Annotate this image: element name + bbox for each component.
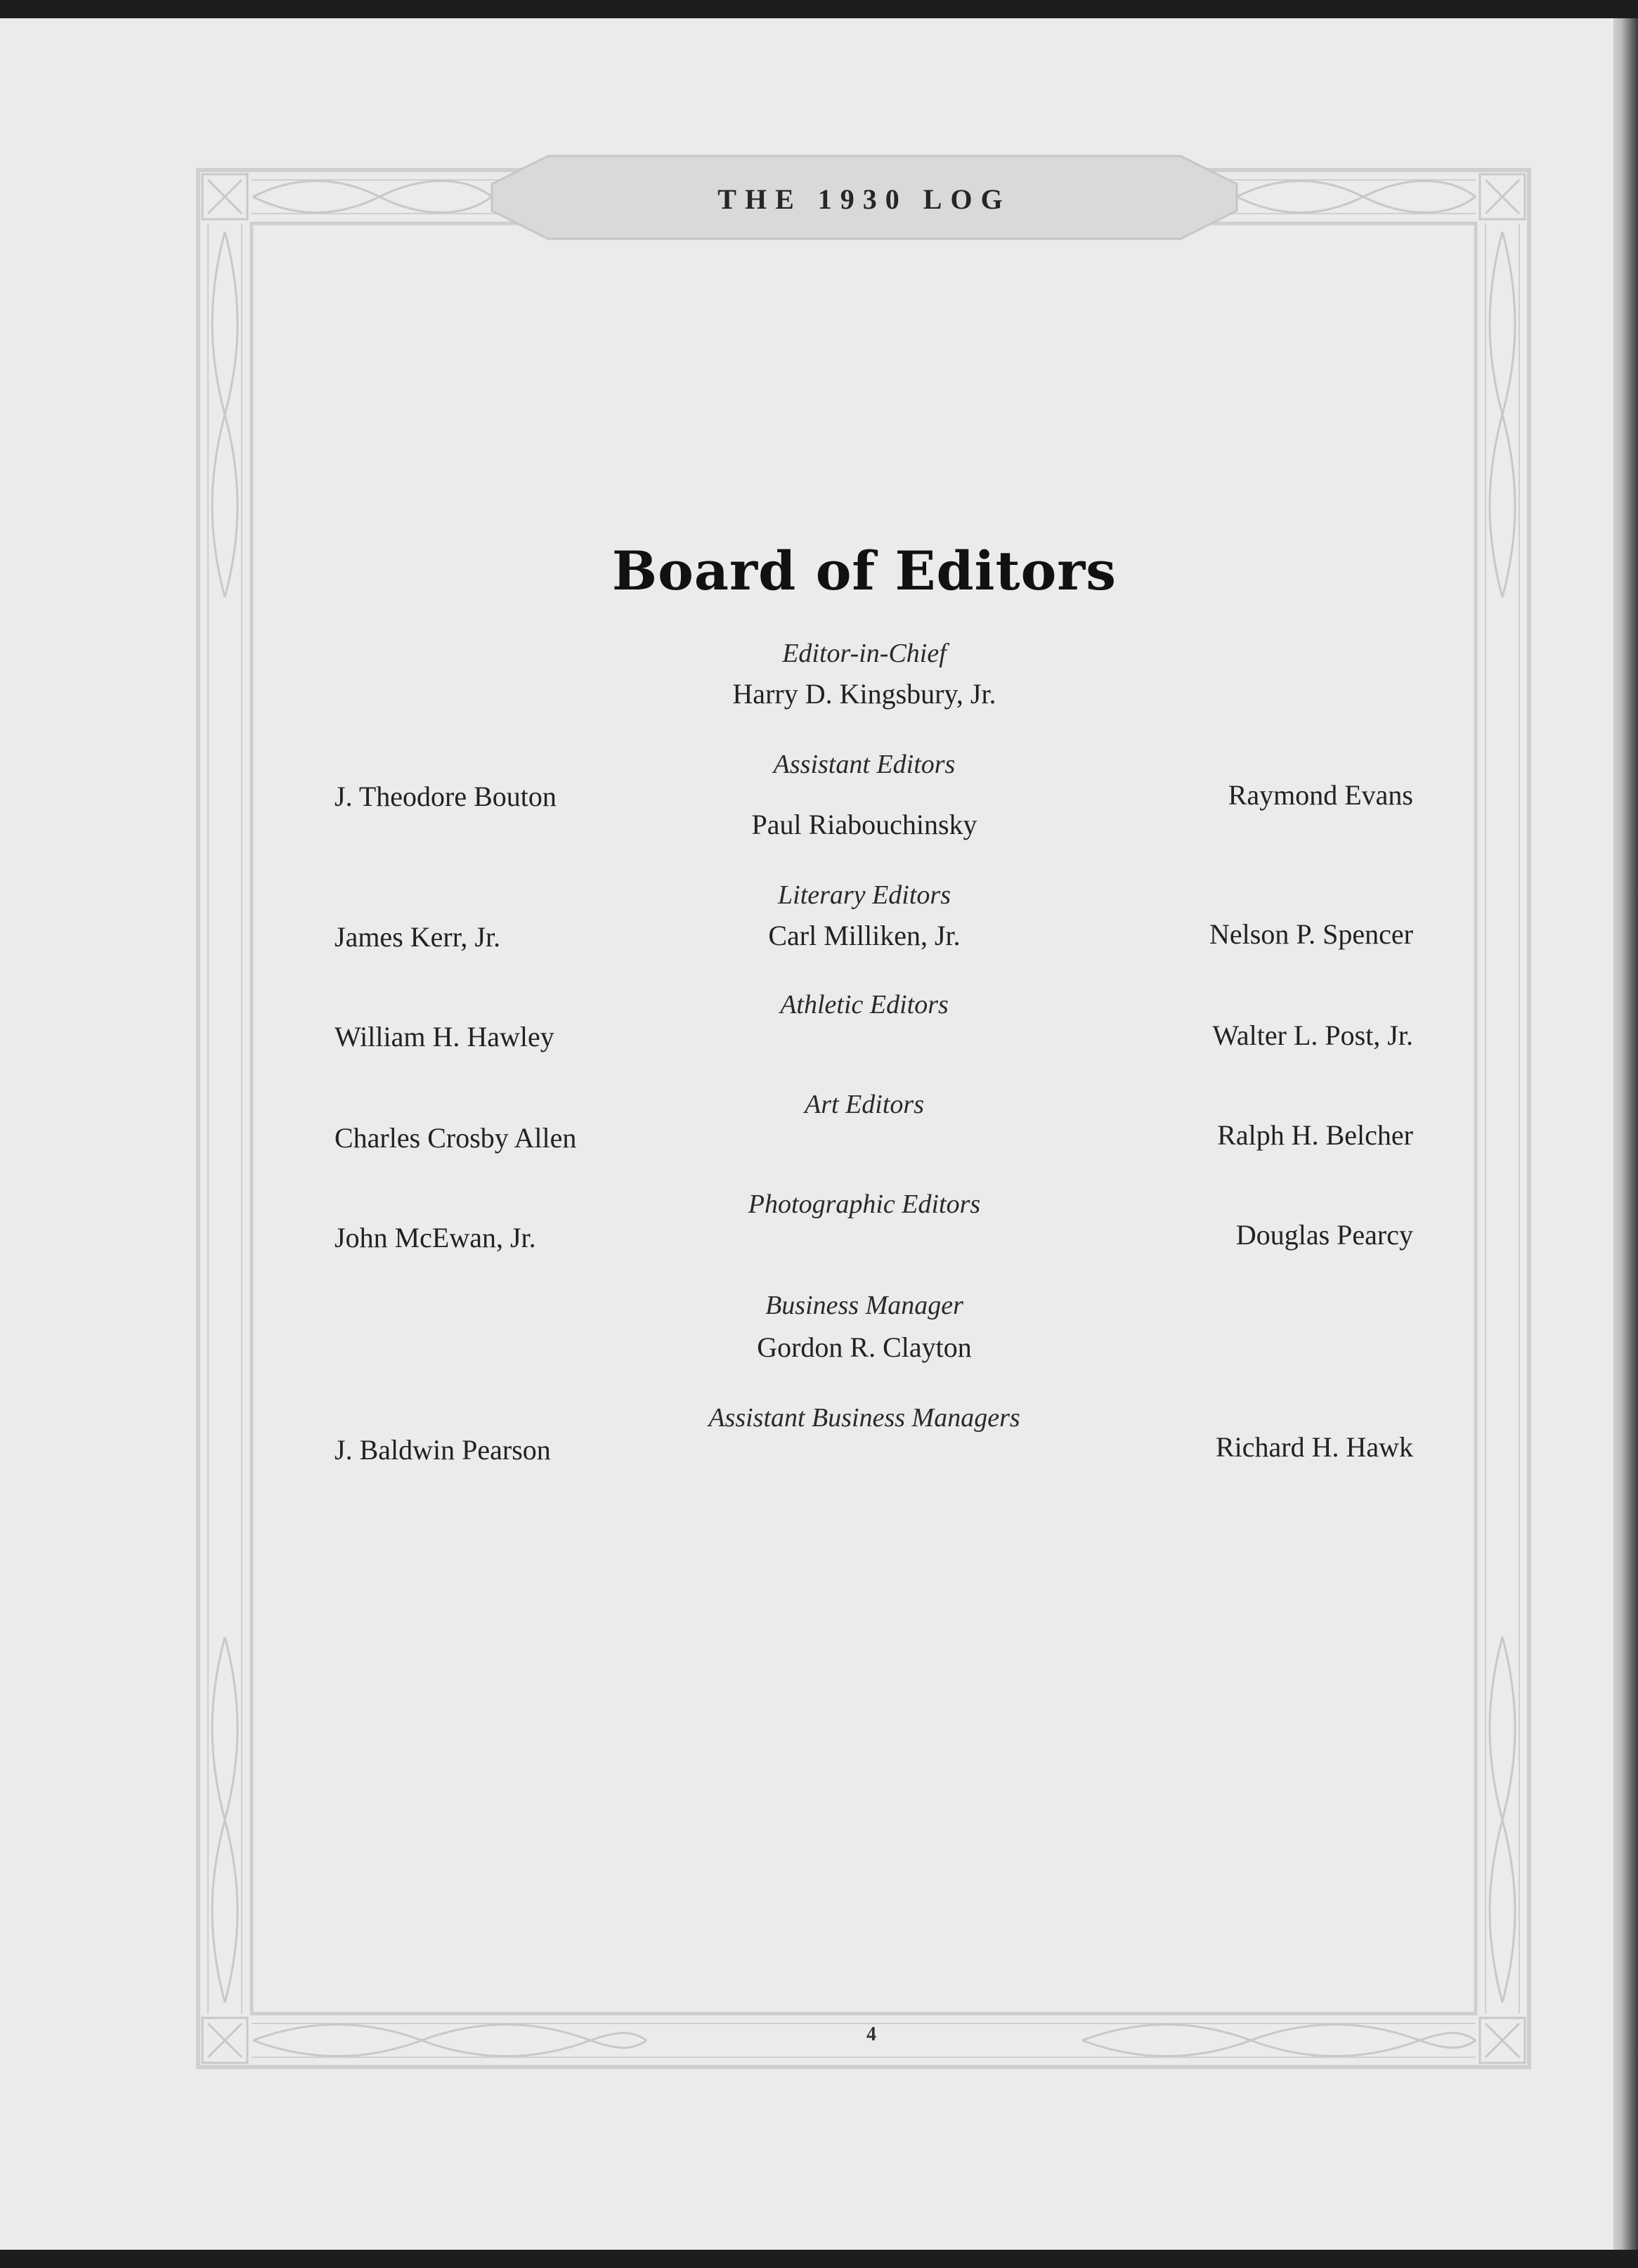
name-athletic-editor-right: Walter L. Post, Jr. [1212,1019,1413,1051]
name-assistant-editor-right: Raymond Evans [1228,779,1413,811]
name-literary-editor-center: Carl Milliken, Jr. [768,920,961,951]
role-editor-in-chief: Editor-in-Chief [782,639,947,668]
running-head: THE 1930 LOG [717,183,1011,215]
name-art-editor-right: Ralph H. Belcher [1217,1119,1413,1151]
role-business-manager: Business Manager [765,1291,963,1320]
name-assistant-business-manager-right: Richard H. Hawk [1215,1431,1413,1463]
name-assistant-business-manager-left: J. Baldwin Pearson [334,1434,551,1466]
role-assistant-editors: Assistant Editors [773,750,956,779]
page-title: Board of Editors [611,540,1117,602]
role-art-editors: Art Editors [805,1090,924,1119]
name-literary-editor-left: James Kerr, Jr. [334,921,501,953]
name-art-editor-left: Charles Crosby Allen [334,1122,577,1154]
role-assistant-business-managers: Assistant Business Managers [708,1403,1020,1433]
name-photographic-editor-left: John McEwan, Jr. [334,1222,536,1253]
role-athletic-editors: Athletic Editors [780,990,949,1019]
name-literary-editor-right: Nelson P. Spencer [1209,918,1413,950]
name-photographic-editor-right: Douglas Pearcy [1235,1219,1413,1251]
page-number: 4 [866,2023,876,2045]
name-business-manager: Gordon R. Clayton [757,1331,972,1363]
role-photographic-editors: Photographic Editors [748,1190,981,1219]
name-editor-in-chief: Harry D. Kingsbury, Jr. [732,678,996,710]
role-literary-editors: Literary Editors [778,880,951,910]
name-assistant-editor-center: Paul Riabouchinsky [751,809,977,840]
name-athletic-editor-left: William H. Hawley [334,1021,554,1052]
name-assistant-editor-left: J. Theodore Bouton [334,781,557,812]
